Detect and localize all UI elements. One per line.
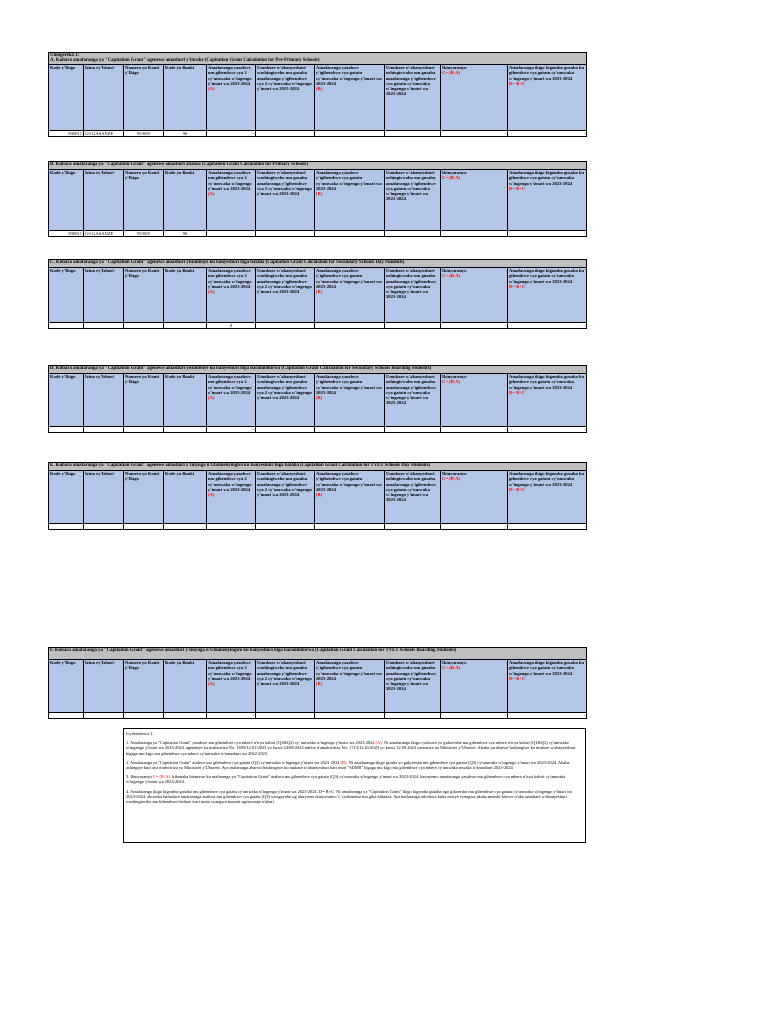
cell-n	[256, 713, 315, 719]
table-row	[49, 713, 587, 719]
section-b-title: B. Kubara amafaranga ya "Capitation Grant" agenewe amashuri abanza (Capitation Grant Calculation for Primary Schools)	[49, 162, 587, 170]
col-a: Amafaranga yasabwe mu gihembwe cya 2 cy'umwaka w'ingengo y'imari wa 2023-2024 (A)	[207, 374, 256, 427]
cell-izina	[84, 323, 124, 329]
col-kode: Kode y'Ikigo	[49, 268, 84, 323]
cell-banki	[164, 427, 207, 433]
col-b: Amafaranga yasabwe y'igihembwe cya gatatu cy'umwaka w'ingengo y'imari wa 2023-2024 (B)	[315, 374, 385, 427]
col-d: Amafaranga ikigo kigomba gusaba ku gihembwe cya gatatu cy'umwaka w'ingengo y'imari wa 2023-2024 D= B+C	[508, 374, 587, 427]
col-kode: Kode y'Ikigo	[49, 65, 84, 131]
cell-banki	[164, 524, 207, 530]
cell-kode	[49, 713, 84, 719]
notes-heading: Icyitonderwa 1:	[126, 731, 154, 736]
cell-nn	[385, 131, 441, 137]
cell-kode: 830811	[49, 131, 84, 137]
cell-banki: 90	[164, 231, 207, 237]
cell-nn	[385, 713, 441, 719]
col-izina: Izina ry'Ishuri	[84, 660, 124, 713]
col-izina: Izina ry'Ishuri	[84, 65, 124, 131]
cell-banki	[164, 323, 207, 329]
cell-izina	[84, 524, 124, 530]
cell-konti	[124, 524, 164, 530]
section-c	[48, 259, 586, 329]
col-konti: Numero ya Konti y'Ikigo	[124, 65, 164, 131]
col-izina: Izina ry'Ishuri	[84, 471, 124, 524]
cell-banki: 90	[164, 131, 207, 137]
cell-konti	[124, 713, 164, 719]
cell-a: -	[207, 524, 256, 530]
col-a: Amafaranga yasabwe mu gihembwe cya 2 cy'umwaka w'ingengo y'imari wa 2023-2024 (A)	[207, 268, 256, 323]
col-umubare: Umubare w'abanyeshuri washingiweho mu gusaba amafaranga y'igihembwe cya 2 cy'umwaka w'ingengo y'imari wa 2023-2024	[256, 170, 315, 231]
section-d	[48, 365, 586, 433]
cell-b	[315, 131, 385, 137]
cell-c: -	[441, 713, 508, 719]
section-b	[48, 161, 586, 237]
cell-nn	[385, 524, 441, 530]
col-umubare: Umubare w'abanyeshuri washingiweho mu gusaba amafaranga y'igihembwe cya 2 cy'umwaka w'ingengo y'imari wa 2023-2024	[256, 660, 315, 713]
cell-n	[256, 524, 315, 530]
col-c: Ikinyuranyo C= (B-A)	[441, 170, 508, 231]
col-izina: Izina ry'Ishuri	[84, 268, 124, 323]
col-banki: Kode ya Banki	[164, 170, 207, 231]
cell-a: -	[207, 131, 256, 137]
cell-a: -	[207, 713, 256, 719]
col-banki: Kode ya Banki	[164, 471, 207, 524]
cell-banki	[164, 713, 207, 719]
col-banki: Kode ya Banki	[164, 65, 207, 131]
col-banki: Kode ya Banki	[164, 660, 207, 713]
col-a: Amafaranga yasabwe mu gihembwe cya 2 cy'umwaka w'ingengo y'imari wa 2023-2024 (A)	[207, 471, 256, 524]
col-a: Amafaranga yasabwe mu gihembwe cya 2 cy'umwaka w'ingengo y'imari wa 2023-2024 (A)	[207, 660, 256, 713]
col-c: Ikinyuranyo C= (B-A)	[441, 374, 508, 427]
col-umubare-nyawo: Umubare w'abanyeshuri nshingirwaho mu gusaba amafaranga y'igihembwe cya gatatu cy'umwaka w'ingengo y'imari wa 2023-2024	[385, 268, 441, 323]
cell-a: 0	[207, 323, 256, 329]
note-1: 1. Amafaranga ya "Capitation Grant" yasabwe mu gihembwe cya mbere n'icya kabiri (Q1&Q2) cy' umwaka w'ingengo y'imari wa 2023-2024 (A): Ni amafaranga ikigo cyahowe yo gukoresha mu gihembwe cya mbere n'icya kabiri (Q1&Q2) cy'umwaka w'ingengo y'imari wa 2023-2024, agendeye ku mabwiriza No: 1695/12.01/2023 yo kuwa 24/08/2023 ndetse n'amabwiriza No: 1713/12.01/2023 yo kuwa 12.09.2023 yatanzwe na Minisiteri y'Uburezi. Akaba yarabarwe hashingiwe ku mubare w'abanyeshuri bigaga mu kigo mu gihembwe cya mbere cy'umwaka w'amashuri wa 2022-2023.	[126, 740, 576, 756]
cell-kode	[49, 323, 84, 329]
col-umubare-nyawo: Umubare w'abanyeshuri nshingirwaho mu gusaba amafaranga y'igihembwe cya gatatu cy'umwaka w'ingengo y'imari wa 2023-2024	[385, 471, 441, 524]
cell-a: -	[207, 427, 256, 433]
cell-konti	[124, 323, 164, 329]
cell-izina: GS GASANZE	[84, 231, 124, 237]
col-umubare-nyawo: Umubare w'abanyeshuri nshingirwaho mu gusaba amafaranga y'igihembwe cya gatatu cy'umwaka w'ingengo y'imari wa 2023-2024	[385, 374, 441, 427]
col-konti: Numero ya Konti y'Ikigo	[124, 268, 164, 323]
cell-konti: 95/695	[124, 231, 164, 237]
cell-c: -	[441, 524, 508, 530]
note-4: 4. Amafaranga ikigo kigomba gusaba mu gihembwe cya gatatu cy'umwaka w'ingengo y'imari wa 2023-2024, D= B+C: Ni amafaranga ya "Capitation Grant" ikigo kigomba gusaba ngo gikoresha mu gihembwe cya gatatu cy'umwaka w'ingengo y'imari wa 2023-2024, abonoka hafashwe amafaranga asabwa mu gihembwe cya gatatu (Q3) wongeyeho ug ukuyemo ikinyuranyo C cyabonetse mu gika kibanza. Aya mafaranga ashobora kuba macye cyangwa akaba menshi bitewe n'uko umubare w'abanyeshuri washingiweho mu bihembwe bishize wari muto cyangwa munini ugereranije n'abari	[126, 788, 573, 805]
note-3: 3. Ikinyuranyo C= (B-A): kibonaka bitanzwe ku mafaranga ya "Capitation Grant" asabwa mu gihembwe cya gatatu (Q3) cy'umwaka w'ingengo y'imari wa 2023-2024, havuyemo amafaranga yasabwe mu gihembwe cya mbere n'icya kabiri cy'umwaka w'ingengo y'imari wa 2023-2024.	[126, 774, 566, 785]
cell-c: -	[441, 323, 508, 329]
col-kode: Kode y'Ikigo	[49, 660, 84, 713]
col-a: Amafaranga yasabwe mu gihembwe cya 2 cy'umwaka w'ingengo y'imari wa 2023-2024 (A)	[207, 65, 256, 131]
cell-n	[256, 231, 315, 237]
col-a: Amafaranga yasabwe mu gihembwe cya 2 cy'umwaka w'ingengo y'imari wa 2023-2024 (A)	[207, 170, 256, 231]
col-d: Amafaranga ikigo kigomba gusaba ku gihembwe cya gatatu cy'umwaka w'ingengo y'imari wa 2023-2024 D= B+C	[508, 170, 587, 231]
section-a-title: Umugereka 1: A. Kubara amafaranga ya "Capitation Grant" agenewe amashuri y'incuke (Capitation Grant Calculation for Pre-Primary Schools)	[49, 53, 587, 65]
cell-izina	[84, 713, 124, 719]
section-f-title: F. Kubara amafaranga ya "Capitation Grant" agenewe amashuri y'Imyuga n'Ubumenyingiro ku banyeshuri biga bacumbikirwa (Capitation Grant Calculation for TVET Schools Boarding Students)	[49, 648, 587, 660]
cell-b	[315, 323, 385, 329]
cell-c: -	[441, 131, 508, 137]
section-a	[48, 52, 586, 137]
cell-b	[315, 713, 385, 719]
note-2: 2. Amafaranga ya "Capitation Grant" asabwe mu gihembwe cya gatatu (Q3) cy'umwaka w'ingengo y'imari wa 2023-2024 (B): Ni amafaranga ikigo gisaba yo gukoresha mu gihembwe cya gatatu (Q3) cy'umwaka w'ingengo y'imari wa 2023-2024. Akaba ashingiye kuri aya mabwiriza ya Minisiteri y'Uburezi. Aya mafaranga abarwa hashingiwe ku mubare w'abanyeshuri bari muri "SDMS" bigaga mu kigo mu gihembwe cya mbere cy'umwaka mwaka w'amashuri 2023-2024.	[126, 759, 570, 771]
cell-b	[315, 524, 385, 530]
col-banki: Kode ya Banki	[164, 374, 207, 427]
section-f	[48, 647, 586, 719]
col-b: Amafaranga yasabwe y'igihembwe cya gatatu cy'umwaka w'ingengo y'imari wa 2023-2024 (B)	[315, 660, 385, 713]
col-d: Amafaranga ikigo kigomba gusaba ku gihembwe cya gatatu cy'umwaka w'ingengo y'imari wa 2023-2024 D= B+C	[508, 65, 587, 131]
table-row	[49, 231, 587, 237]
cell-nn	[385, 323, 441, 329]
col-umubare-nyawo: Umubare w'abanyeshuri nshingirwaho mu gusaba amafaranga y'igihembwe cya gatatu cy'umwaka w'ingengo y'imari wa 2023-2024	[385, 170, 441, 231]
col-d: Amafaranga ikigo kigomba gusaba ku gihembwe cya gatatu cy'umwaka w'ingengo y'imari wa 2023-2024 D= B+C	[508, 471, 587, 524]
col-umubare: Umubare w'abanyeshuri washingiweho mu gusaba amafaranga y'igihembwe cya 2 cy'umwaka w'ingengo y'imari wa 2023-2024	[256, 65, 315, 131]
section-e-title: E. Kubara amafaranga ya "Capitation Grant" agenewe amashuri y'Imyuga n'Ubumenyingiro ku banyeshuri biga bataha (Capitation Grant Calculation for TVET Schools Day Students)	[49, 463, 587, 471]
notes-box	[123, 728, 586, 843]
col-kode: Kode y'Ikigo	[49, 471, 84, 524]
col-izina: Izina ry'Ishuri	[84, 374, 124, 427]
cell-d: -	[508, 524, 587, 530]
section-d-title: D. Kubara amafaranga ya "Capitation Grant" agenewe amashuri yisumbuye ku banyeshuri biga bacumbikirwa (Capitation Grant Calculation for Secondary Schools Boarding Students)	[49, 366, 587, 374]
col-c: Ikinyuranyo C= (B-A)	[441, 660, 508, 713]
table-row	[49, 131, 587, 137]
cell-kode: 830811	[49, 231, 84, 237]
col-b: Amafaranga yasabwe y'igihembwe cya gatatu cy'umwaka w'ingengo y'imari wa 2023-2024 (B)	[315, 170, 385, 231]
cell-d: -	[508, 131, 587, 137]
col-d: Amafaranga ikigo kigomba gusaba ku gihembwe cya gatatu cy'umwaka w'ingengo y'imari wa 2023-2024 D= B+C	[508, 268, 587, 323]
col-umubare: Umubare w'abanyeshuri washingiweho mu gusaba amafaranga y'igihembwe cya 2 cy'umwaka w'ingengo y'imari wa 2023-2024	[256, 471, 315, 524]
col-b: Amafaranga yasabwe y'igihembwe cya gatatu cy'umwaka w'ingengo y'imari wa 2023-2024 (B)	[315, 471, 385, 524]
col-kode: Kode y'Ikigo	[49, 170, 84, 231]
cell-b	[315, 427, 385, 433]
col-b: Amafaranga yasabwe y'igihembwe cya gatatu cy'umwaka w'ingengo y'imari wa 2023-2024 (B)	[315, 268, 385, 323]
col-konti: Numero ya Konti y'Ikigo	[124, 170, 164, 231]
cell-c	[441, 231, 508, 237]
cell-d: -	[508, 427, 587, 433]
cell-b	[315, 231, 385, 237]
cell-n	[256, 131, 315, 137]
col-b: Amafaranga yasabwe y'igihembwe cya gatatu cy'umwaka w'ingengo y'imari wa 2023-2024 (B)	[315, 65, 385, 131]
table-row	[49, 524, 587, 530]
cell-konti: 95/695	[124, 131, 164, 137]
col-kode: Kode y'Ikigo	[49, 374, 84, 427]
cell-konti	[124, 427, 164, 433]
col-c: Ikinyuranyo C= (B-A)	[441, 65, 508, 131]
col-d: Amafaranga ikigo kigomba gusaba ku gihembwe cya gatatu cy'umwaka w'ingengo y'imari wa 2023-2024 D= B+C	[508, 660, 587, 713]
cell-izina: GS GASANZE	[84, 131, 124, 137]
cell-a	[207, 231, 256, 237]
cell-d: -	[508, 231, 587, 237]
col-banki: Kode ya Banki	[164, 268, 207, 323]
cell-kode	[49, 524, 84, 530]
cell-d: -	[508, 713, 587, 719]
col-c: Ikinyuranyo C= (B-A)	[441, 268, 508, 323]
cell-c: -	[441, 427, 508, 433]
cell-d: -	[508, 323, 587, 329]
cell-izina	[84, 427, 124, 433]
col-umubare-nyawo: Umubare w'abanyeshuri nshingirwaho mu gusaba amafaranga y'igihembwe cya gatatu cy'umwaka w'ingengo y'imari wa 2023-2024	[385, 660, 441, 713]
cell-nn	[385, 231, 441, 237]
col-umubare: Umubare w'abanyeshuri washingiweho mu gusaba amafaranga y'igihembwe cya 2 cy'umwaka w'ingengo y'imari wa 2023-2024	[256, 268, 315, 323]
section-e	[48, 462, 586, 530]
col-konti: Numero ya Konti y'Ikigo	[124, 471, 164, 524]
col-konti: Numero ya Konti y'Ikigo	[124, 374, 164, 427]
col-izina: Izina ry'Ishuri	[84, 170, 124, 231]
table-row	[49, 427, 587, 433]
cell-kode	[49, 427, 84, 433]
table-row	[49, 323, 587, 329]
section-c-title: C. Kubara amafaranga ya "Capitation Grant" agenewe amashuri yisumbuye ku banyeshuri biga bataha (Capitation Grant Calculation for Secondary Schools Day Students)	[49, 260, 587, 268]
cell-n	[256, 427, 315, 433]
col-umubare: Umubare w'abanyeshuri washingiweho mu gusaba amafaranga y'igihembwe cya 2 cy'umwaka w'ingengo y'imari wa 2023-2024	[256, 374, 315, 427]
col-umubare-nyawo: Umubare w'abanyeshuri nshingirwaho mu gusaba amafaranga y'igihembwe cya gatatu cy'umwaka w'ingengo y'imari wa 2023-2024	[385, 65, 441, 131]
cell-n	[256, 323, 315, 329]
col-konti: Numero ya Konti y'Ikigo	[124, 660, 164, 713]
cell-nn	[385, 427, 441, 433]
col-c: Ikinyuranyo C= (B-A)	[441, 471, 508, 524]
